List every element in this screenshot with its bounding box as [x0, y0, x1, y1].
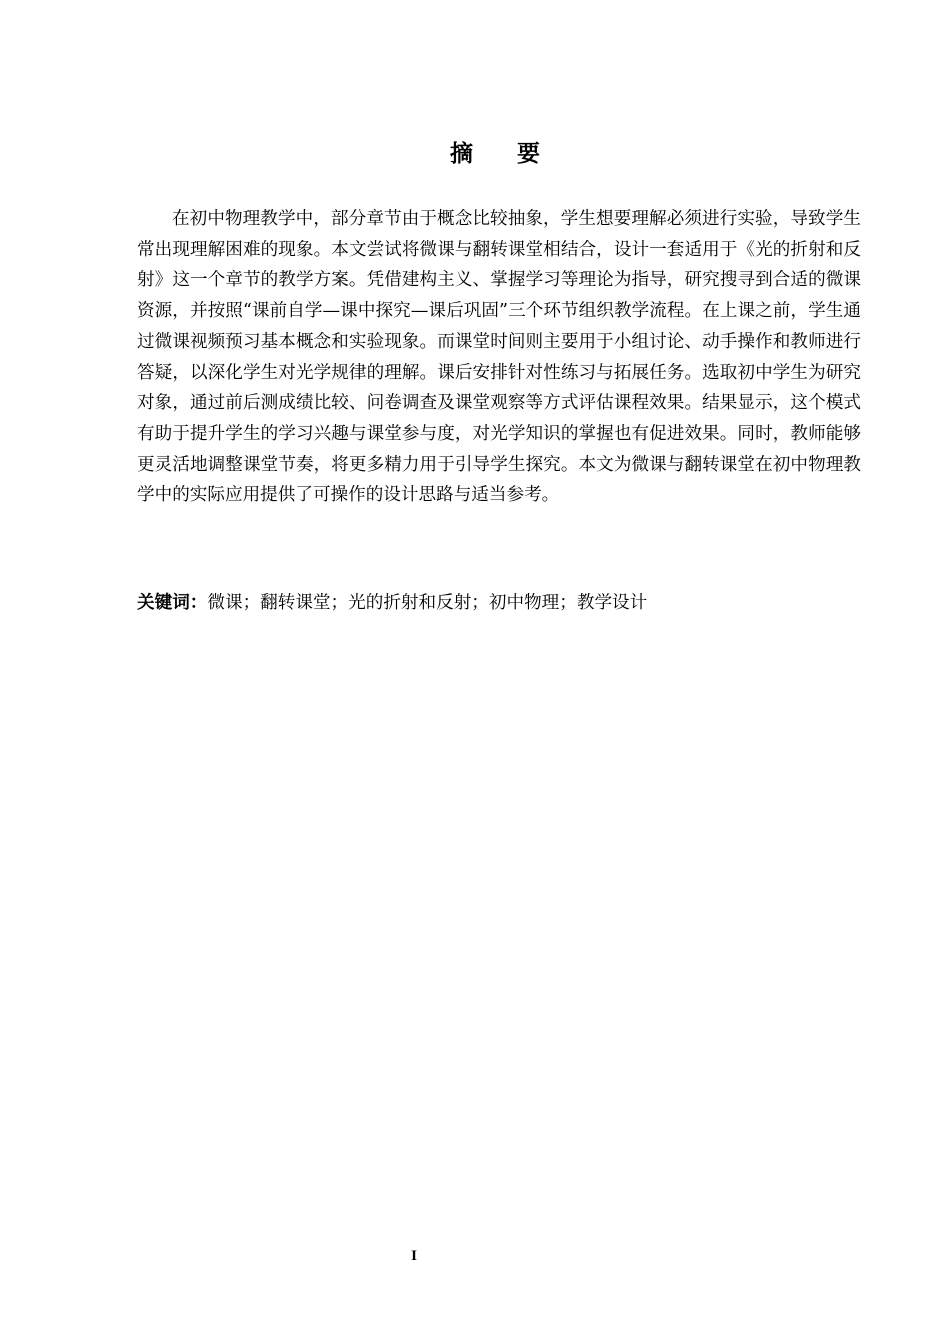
keywords-label: 关键词：	[137, 593, 208, 613]
title-char-1: 摘	[450, 141, 473, 167]
page-title	[0, 138, 950, 170]
abstract-paragraph: 在初中物理教学中，部分章节由于概念比较抽象，学生想要理解必须进行实验，导致学生常出现理解困难的现象。本文尝试将微课与翻转课堂相结合，设计一套适用于《光的折射和反射》这一个章节的教学方案。凭借建构主义、掌握学习等理论为指导，研究搜寻到合适的微课资源，并按照“课前自学—课中探究—课后巩固”三个环节组织教学流程。在上课之前，学生通过微课视频预习基本概念和实验现象。而课堂时间则主要用于小组讨论、动手操作和教师进行答疑，以深化学生对光学规律的理解。课后安排针对性练习与拓展任务。选取初中学生为研究对象，通过前后测成绩比较、问卷调查及课堂观察等方式评估课程效果。结果显示，这个模式有助于提升学生的学习兴趣与课堂参与度，对光学知识的掌握也有促进效果。同时，教师能够更灵活地调整课堂节奏，将更多精力用于引导学生探究。本文为微课与翻转课堂在初中物理教学中的实际应用提供了可操作的设计思路与适当参考。	[137, 209, 861, 506]
title-char-2: 要	[517, 141, 540, 167]
keywords-list: 微课；翻转课堂；光的折射和反射；初中物理；教学设计	[207, 593, 648, 613]
page-number: I	[411, 1248, 417, 1264]
keywords-line	[137, 588, 861, 618]
